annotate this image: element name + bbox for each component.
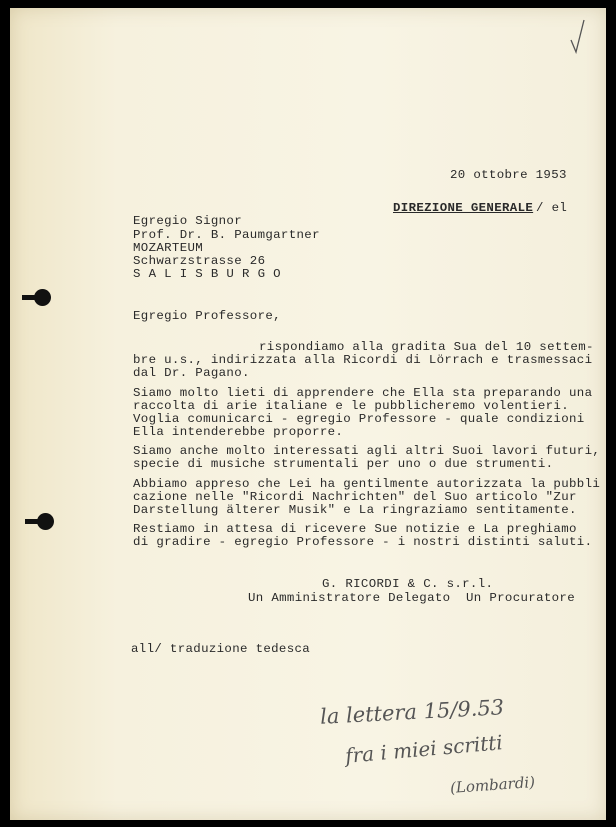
- paragraph-line: di gradire - egregio Professore - i nostri distinti saluti.: [133, 535, 593, 549]
- paragraph-line: Voglia comunicarci - egregio Professore - quale condizioni: [133, 412, 585, 426]
- paragraph-line: cazione nelle "Ricordi Nachrichten" del Suo articolo "Zur: [133, 490, 577, 504]
- paragraph-line: raccolta di arie italiane e le pubblicheremo volentieri.: [133, 399, 569, 413]
- handwritten-note-line: la lettera 15/9.53: [319, 695, 505, 729]
- paragraph-line: Ella intenderebbe proporre.: [133, 425, 344, 439]
- recipient-line: S A L I S B U R G O: [133, 267, 281, 281]
- paragraph-line: Restiamo in attesa di ricevere Sue notizie e La preghiamo: [133, 522, 577, 536]
- paragraph-line: specie di musiche strumentali per uno o due strumenti.: [133, 457, 554, 471]
- signature-company: G. RICORDI & C. s.r.l.: [322, 577, 494, 591]
- checkmark-icon: [570, 18, 586, 54]
- recipient-line: Egregio Signor: [133, 214, 242, 228]
- punch-hole-bottom: [37, 513, 54, 530]
- paragraph-line: rispondiamo alla gradita Sua del 10 settem-: [259, 340, 594, 354]
- recipient-line: Prof. Dr. B. Paumgartner: [133, 228, 320, 242]
- handwritten-note-line: fra i miei scritti: [344, 730, 504, 768]
- paragraph-line: bre u.s., indirizzata alla Ricordi di Lörrach e trasmessaci: [133, 353, 593, 367]
- paragraph-line: Siamo anche molto interessati agli altri Suoi lavori futuri,: [133, 444, 601, 458]
- signature-roles: Un Amministratore Delegato Un Procuratore: [248, 591, 575, 605]
- recipient-line: MOZARTEUM: [133, 241, 204, 255]
- salutation: Egregio Professore,: [133, 309, 281, 323]
- letter-date: 20 ottobre 1953: [450, 168, 567, 182]
- department-header: DIREZIONE GENERALE: [393, 201, 534, 215]
- paragraph-line: dal Dr. Pagano.: [133, 366, 250, 380]
- department-suffix: / el: [536, 201, 568, 215]
- handwritten-note-line: (Lombardi): [449, 773, 536, 797]
- enclosure-note: all/ traduzione tedesca: [131, 642, 311, 656]
- paragraph-line: Siamo molto lieti di apprendere che Ella sta preparando una: [133, 386, 593, 400]
- punch-hole-top: [34, 289, 51, 306]
- paragraph-line: Darstellung älterer Musik" e La ringraziamo sentitamente.: [133, 503, 577, 517]
- paragraph-line: Abbiamo appreso che Lei ha gentilmente autorizzata la pubbli: [133, 477, 601, 491]
- recipient-line: Schwarzstrasse 26: [133, 254, 266, 268]
